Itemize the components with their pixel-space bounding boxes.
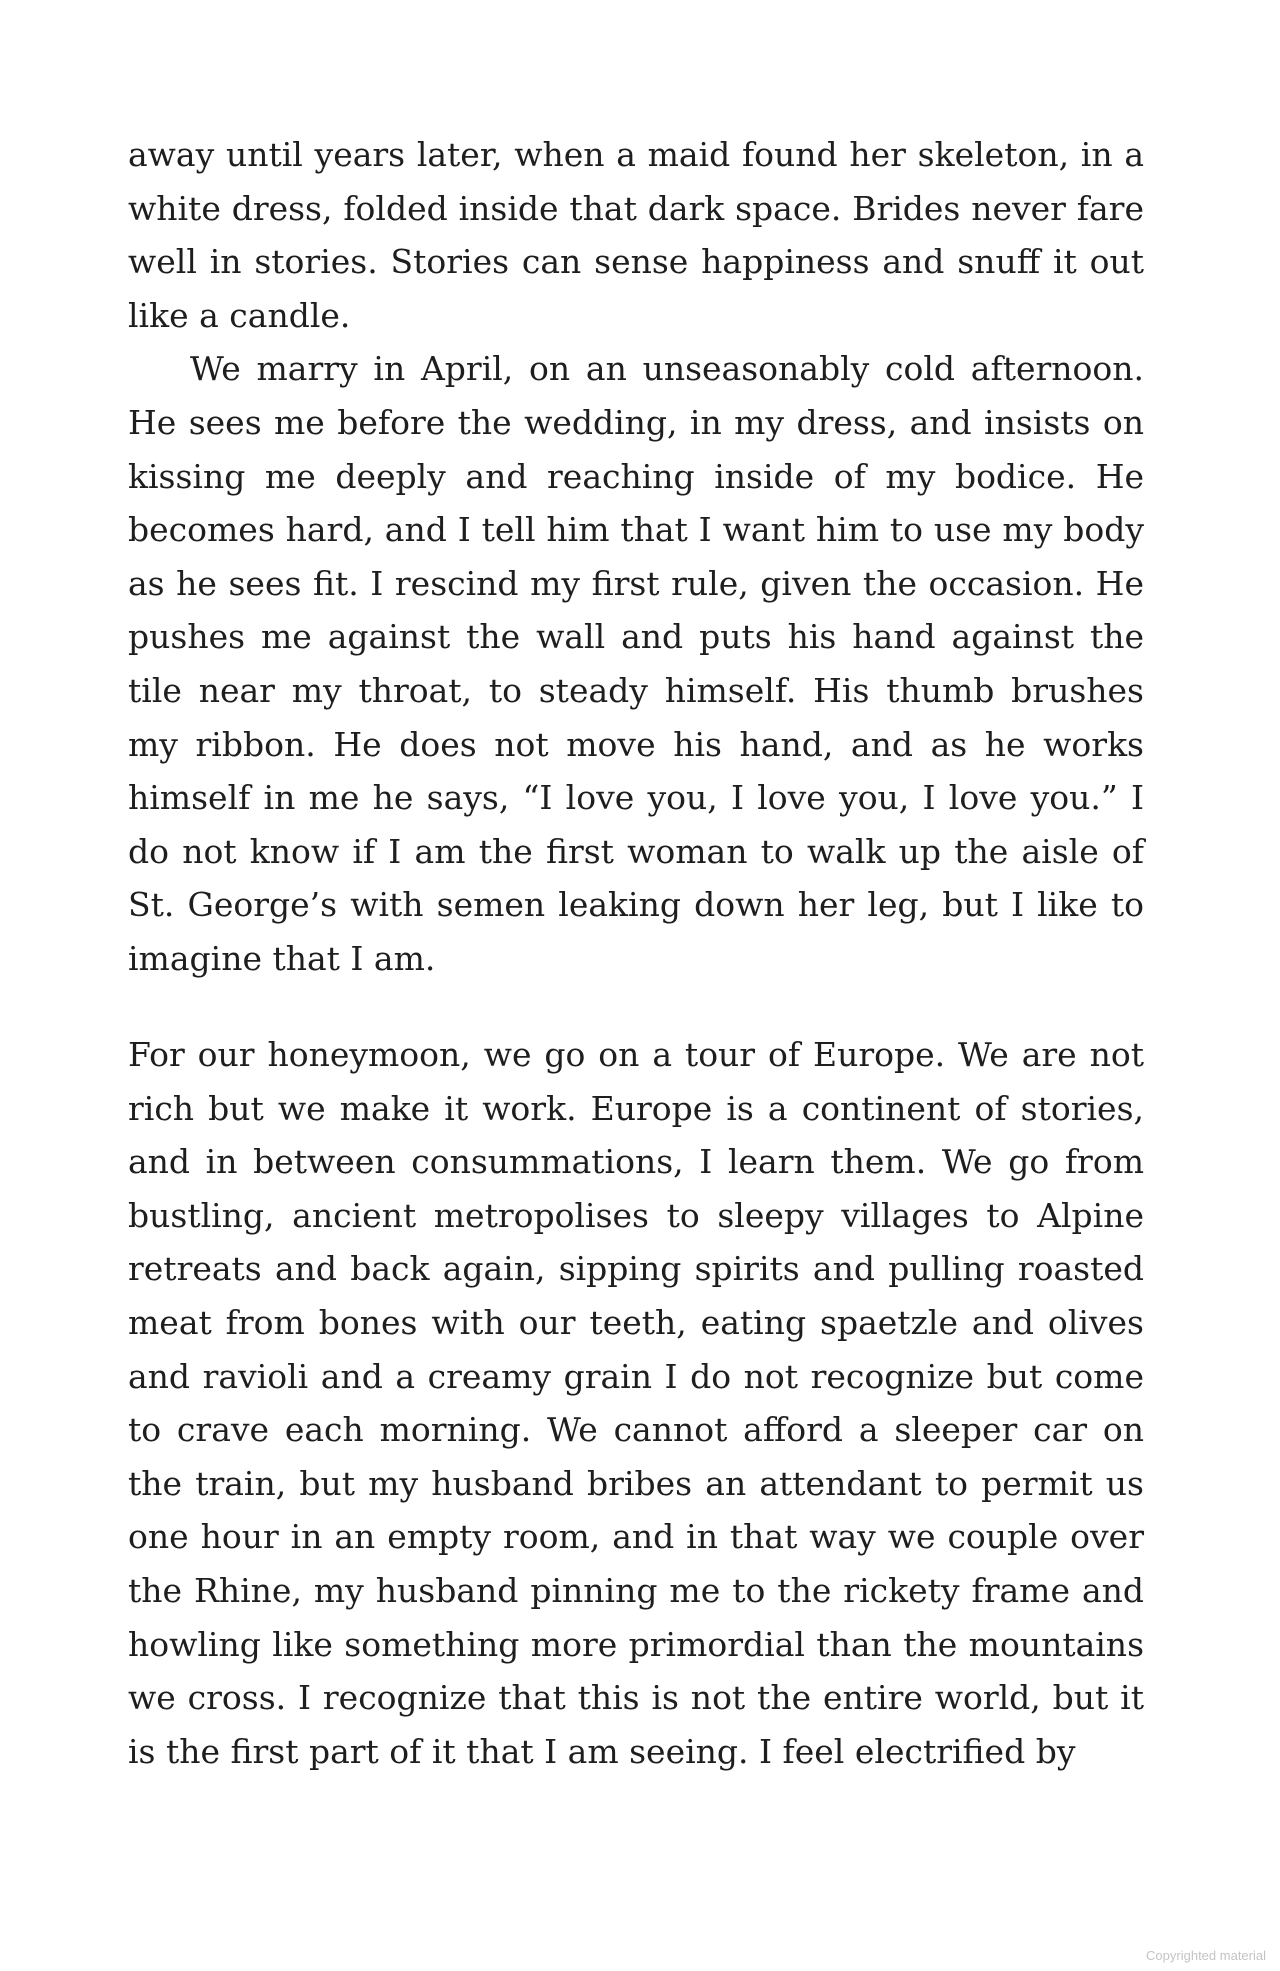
text-block-upper	[128, 128, 1144, 986]
paragraph-honeymoon: For our honeymoon, we go on a tour of Europe. We are not rich but we make it work. Europe is a continent of stories, and in between consummations, I learn them. We go from bustling, ancient metropolises to sleepy villages to Alpine retreats and back again, sipping spirits and pulling roasted meat from bones with our teeth, eating spaetzle and olives and ravioli and a creamy grain I do not recognize but come to crave each morning. We cannot afford a sleeper car on the train, but my husband bribes an attendant to permit us one hour in an empty room, and in that way we couple over the Rhine, my husband pinning me to the rickety frame and howling like something more primordial than the mountains we cross. I recognize that this is not the entire world, but it is the first part of it that I am seeing. I feel electrified by	[128, 1035, 1144, 1771]
copyright-watermark: Copyrighted material	[1146, 1948, 1266, 1963]
text-block-lower	[128, 1028, 1144, 1778]
paragraph-continued: away until years later, when a maid found her skeleton, in a white dress, folded inside that dark space. Brides never fare well in stories. Stories can sense happiness and snuff it out like a candle.	[128, 135, 1144, 335]
paragraph-wedding: We marry in April, on an unseasonably cold afternoon. He sees me before the wedding, in my dress, and insists on kissing me deeply and reaching inside of my bodice. He becomes hard, and I tell him that I want him to use my body as he sees fit. I rescind my first rule, given the occasion. He pushes me against the wall and puts his hand against the tile near my throat, to steady himself. His thumb brushes my ribbon. He does not move his hand, and as he works himself in me he says, “I love you, I love you, I love you.” I do not know if I am the first woman to walk up the aisle of St. George’s with semen leaking down her leg, but I like to imagine that I am.	[128, 349, 1144, 978]
